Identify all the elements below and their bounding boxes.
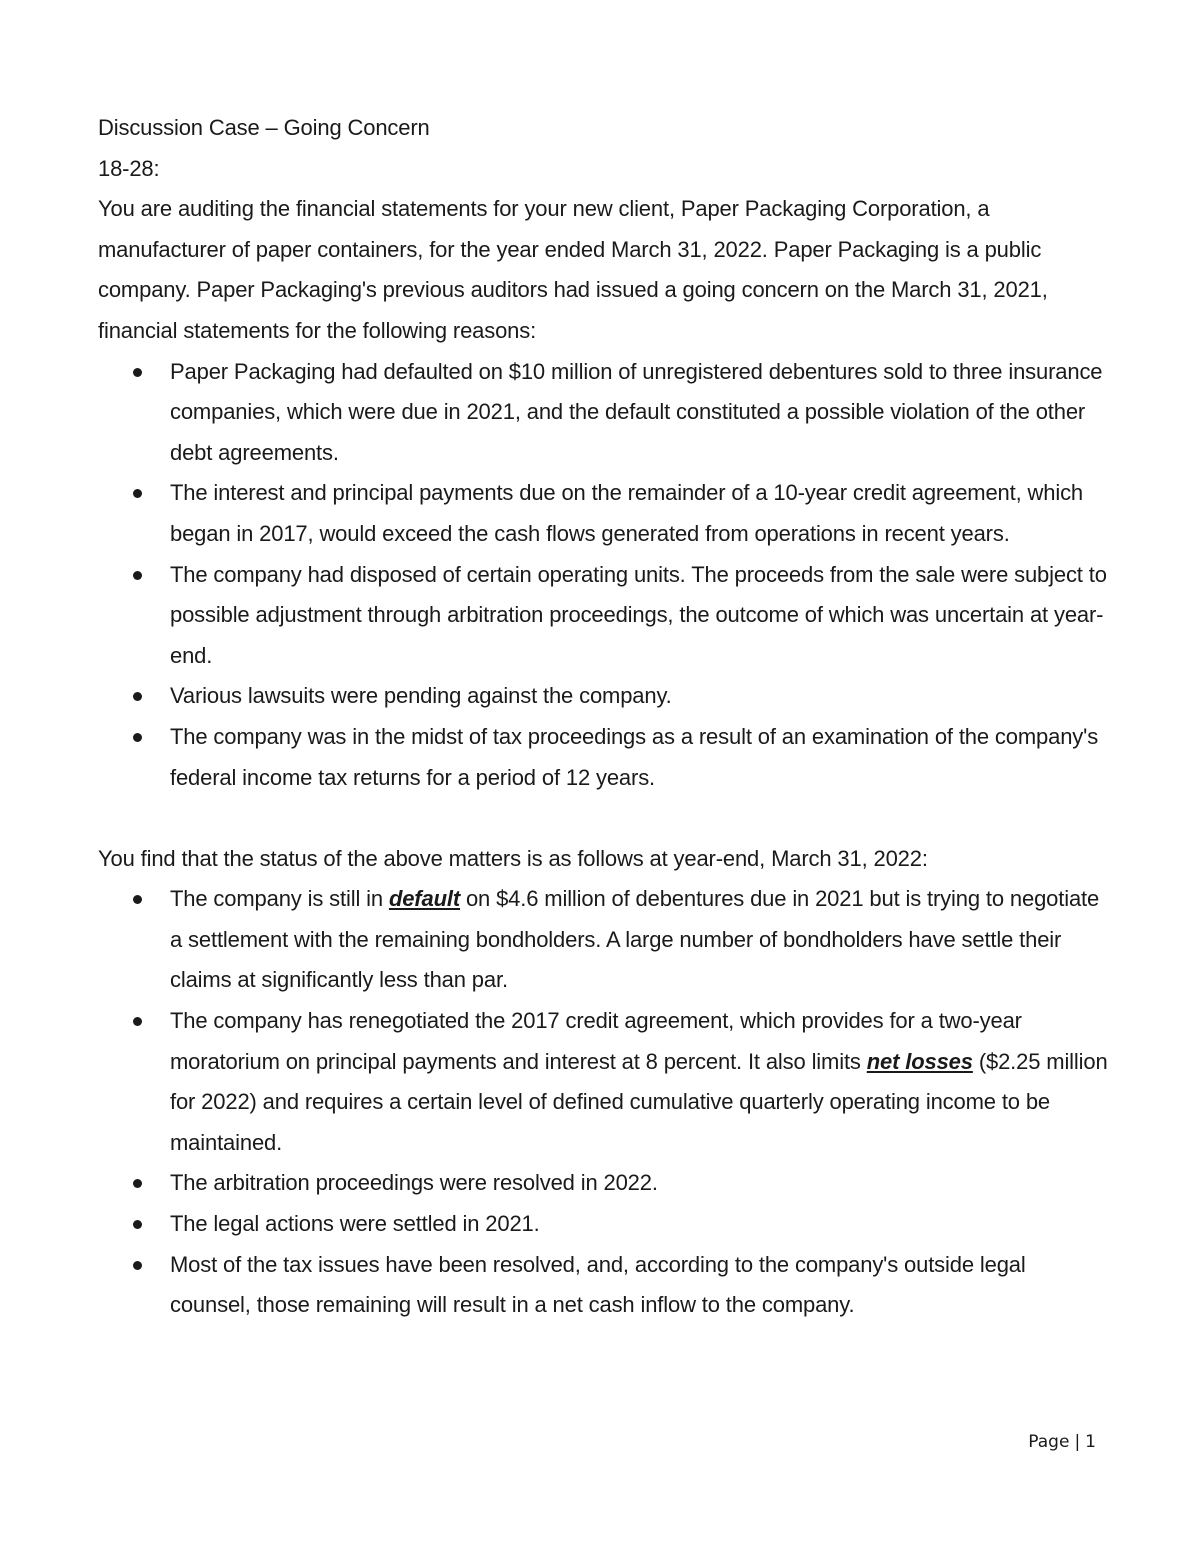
list-item: [98, 1204, 1108, 1245]
current-status-list: [98, 879, 1108, 1326]
bullet-icon: [133, 368, 142, 377]
document-body: [98, 108, 1108, 1326]
bullet-icon: [133, 1017, 142, 1026]
bullet-icon: [133, 571, 142, 580]
list-item: [98, 1163, 1108, 1204]
list-item-text-before: The company has renegotiated the 2017 credit agreement, which provides for a two-year moratorium on principal payments and interest at 8 percent. It also limits: [170, 1008, 1022, 1074]
list-item-text: Paper Packaging had defaulted on $10 million of unregistered debentures sold to three insurance companies, which were due in 2021, and the default constituted a possible violation of the other debt agreements.: [170, 358, 1103, 465]
list-item-text: The interest and principal payments due on the remainder of a 10-year credit agreement, which began in 2017, would exceed the cash flows generated from operations in recent years.: [170, 480, 1084, 546]
paragraph-spacer: [98, 798, 1108, 839]
list-item: [98, 1001, 1108, 1163]
list-item: [98, 1245, 1108, 1326]
list-item-text: The arbitration proceedings were resolved in 2022.: [170, 1170, 658, 1196]
prior-reasons-list: [98, 352, 1108, 799]
list-item: [98, 473, 1108, 554]
list-item-text: Most of the tax issues have been resolved, and, according to the company's outside legal counsel, those remaining will result in a net cash inflow to the company.: [170, 1251, 1026, 1318]
list-item-text: Various lawsuits were pending against the company.: [170, 683, 672, 709]
bullet-icon: [133, 489, 142, 498]
document-title: Discussion Case – Going Concern: [98, 115, 430, 140]
list-item: [98, 676, 1108, 717]
case-number: 18-28:: [98, 155, 160, 181]
list-item: [98, 352, 1108, 474]
list-item: [98, 717, 1108, 798]
intro-paragraph: You are auditing the financial statements for your new client, Paper Packaging Corporation, a manufacturer of paper containers, for the year ended March 31, 2022. Paper Packaging is a public company. Paper Packaging's previous auditors had issued a going concern on the March 31, 2021, financial statements for the following reasons:: [98, 196, 1048, 343]
bullet-icon: [133, 1220, 142, 1229]
list-item-text: The company had disposed of certain operating units. The proceeds from the sale were subject to possible adjustment through arbitration proceedings, the outcome of which was uncertain at year-end.: [170, 561, 1107, 668]
emphasis-default: default: [388, 886, 460, 912]
bullet-icon: [133, 692, 142, 701]
page-number: 1: [1085, 1432, 1096, 1452]
list-item-text-after: on $4.6 million of debentures due in 2021 but is trying to negotiate a settlement with the remaining bondholders. A large number of bondholders have settle their claims at significantly less than par.: [170, 886, 1100, 993]
list-item-text: The legal actions were settled in 2021.: [170, 1211, 540, 1237]
list-item-text-before: The company is still in: [170, 886, 389, 912]
page-footer: [1028, 1432, 1096, 1452]
list-item: [98, 879, 1108, 1001]
list-item-text: The company was in the midst of tax proceedings as a result of an examination of the company's federal income tax returns for a period of 12 years.: [170, 723, 1099, 790]
bullet-icon: [133, 733, 142, 742]
list-item-text-after: ($2.25 million for 2022) and requires a certain level of defined cumulative quarterly operating income to be maintained.: [170, 1048, 1108, 1155]
list-item: [98, 555, 1108, 677]
bullet-icon: [133, 895, 142, 904]
bullet-icon: [133, 1261, 142, 1270]
bullet-icon: [133, 1179, 142, 1188]
page-separator: |: [1074, 1432, 1081, 1452]
status-paragraph: You find that the status of the above matters is as follows at year-end, March 31, 2022:: [98, 845, 928, 871]
emphasis-net-losses: net losses: [866, 1048, 973, 1074]
page-label: Page: [1028, 1432, 1070, 1452]
